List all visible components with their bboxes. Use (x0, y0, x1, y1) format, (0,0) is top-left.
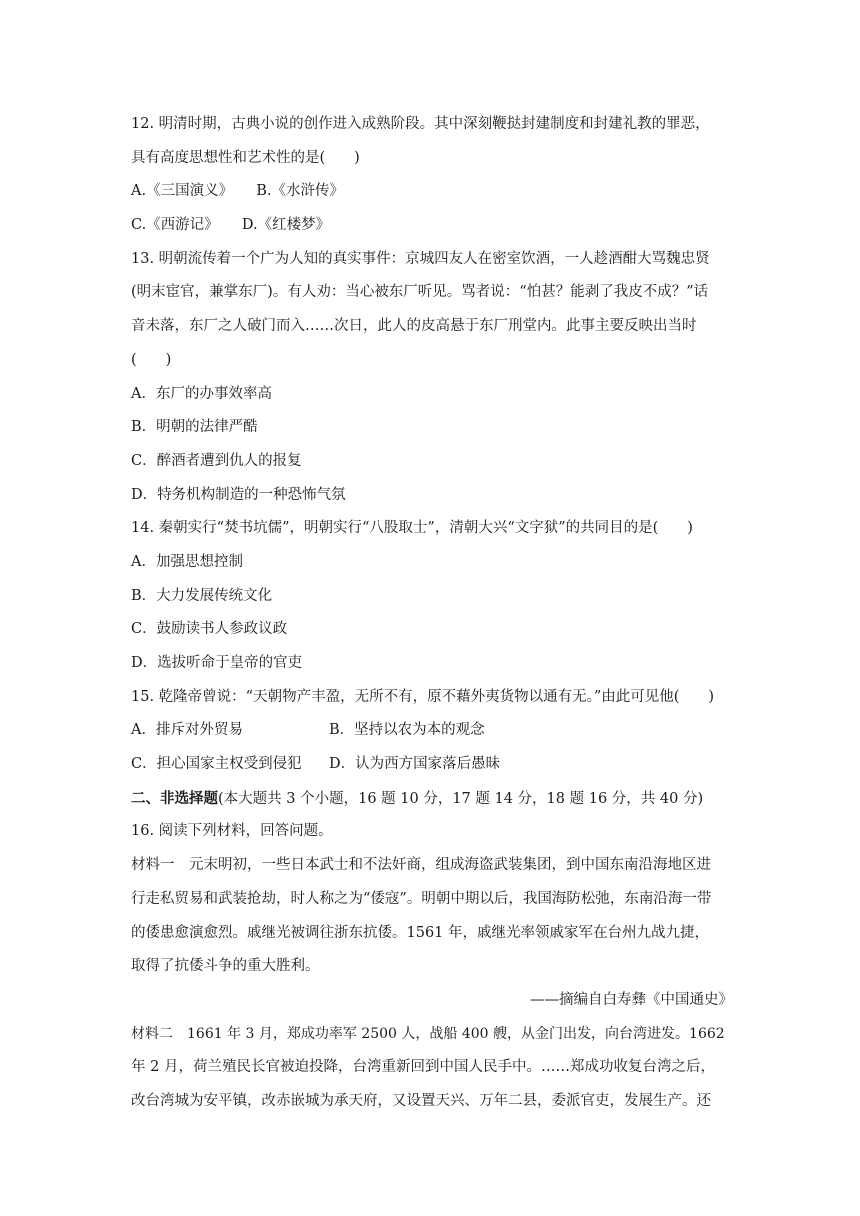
option-c: C．醉酒者遭到仇人的报复 (131, 452, 302, 469)
option-b: B．明朝的法律严酷 (131, 419, 258, 436)
section-2-title: 二、非选择题 (131, 789, 218, 807)
material-1-line-2: 行走私贸易和武装抢劫，时人称之为“倭寇”。明朝中期以后，我国海防松弛，东南沿海一带 (131, 890, 712, 907)
material-1-line-1: 材料一 元末明初，一些日本武士和不法奸商，组成海盗武装集团，到中国东南沿海地区进 (131, 857, 711, 874)
material-2-line-2: 年 2 月，荷兰殖民长官被迫投降，台湾重新回到中国人民手中。……郑成功收复台湾之后， (131, 1059, 715, 1076)
question-12-options-row-2 (131, 209, 733, 243)
section-2-note: (本大题共 3 个小题，16 题 10 分，17 题 14 分，18 题 16 分，共 40 分) (218, 790, 704, 807)
option-d: D．认为西方国家落后愚昧 (329, 756, 501, 773)
question-15-options-row-1 (131, 714, 733, 748)
option-d: D．特务机构制造的一种恐怖气氛 (131, 486, 346, 503)
option-a: A．东厂的办事效率高 (131, 385, 272, 402)
question-14 (131, 512, 733, 680)
question-15-stem: 15. 乾隆帝曾说：“天朝物产丰盈，无所不有，原不藉外夷货物以通有无。”由此可见他( ) (131, 688, 715, 705)
material-1-source: ——摘编自白寿彝《中国通史》 (530, 991, 733, 1008)
option-c: C．担心国家主权受到侵犯 (131, 756, 302, 773)
option-d: D．选拔听命于皇帝的官吏 (131, 655, 303, 671)
option-d: D.《红楼梦》 (241, 217, 331, 234)
option-a: A．排斥对外贸易 (131, 722, 243, 739)
option-b: B.《水浒传》 (256, 183, 345, 200)
question-12-options-row-1 (131, 175, 733, 209)
option-a: A．加强思想控制 (131, 553, 243, 570)
question-13-stem-line-1: 13. 明朝流传着一个广为人知的真实事件：京城四友人在密室饮酒，一人趁酒酣大骂魏忠贤 (131, 250, 710, 267)
exam-page (131, 108, 733, 1119)
question-12 (131, 108, 733, 243)
question-13-stem-line-3: 音未落，东厂之人破门而入……次日，此人的皮高悬于东厂刑堂内。此事主要反映出当时 (131, 318, 697, 335)
question-13-stem-line-4: ( ) (131, 351, 172, 368)
option-c: C．鼓励读书人参政议政 (131, 621, 288, 638)
material-1-line-3: 的倭患愈演愈烈。戚继光被调往浙东抗倭。1561 年，戚继光率领戚家军在台州九战九捷， (131, 924, 710, 941)
option-c: C.《西游记》 (131, 217, 219, 234)
question-14-stem: 14. 秦朝实行“焚书坑儒”，明朝实行“八股取士”，清朝大兴“文字狱”的共同目的是( ) (131, 520, 693, 537)
question-16 (131, 815, 733, 1118)
option-b: B．大力发展传统文化 (131, 587, 273, 604)
material-2-line-3: 改台湾城为安平镇，改赤嵌城为承天府，又设置天兴、万年二县，委派官吏，发展生产。还 (131, 1092, 711, 1109)
question-16-stem: 16. 阅读下列材料，回答问题。 (131, 823, 333, 840)
material-1-line-4: 取得了抗倭斗争的重大胜利。 (131, 958, 320, 975)
option-b: B．坚持以农为本的观念 (329, 722, 485, 739)
section-2-heading (131, 782, 733, 816)
material-2-line-1: 材料二 1661 年 3 月，郑成功率军 2500 人，战船 400 艘，从金门出发，向台湾进发。1662 (131, 1025, 725, 1042)
question-15 (131, 681, 733, 782)
question-12-stem-line-1: 12. 明清时期，古典小说的创作进入成熟阶段。其中深刻鞭挞封建制度和封建礼教的罪恶， (131, 116, 710, 132)
question-13 (131, 243, 733, 513)
question-15-options-row-2 (131, 748, 733, 782)
question-12-stem-line-2: 具有高度思想性和艺术性的是( ) (131, 149, 360, 166)
question-13-stem-line-2: (明末宦官，兼掌东厂)。有人劝：当心被东厂听见。骂者说：“怕甚？能剥了我皮不成？”话 (131, 284, 709, 301)
option-a: A.《三国演义》 (131, 183, 234, 200)
